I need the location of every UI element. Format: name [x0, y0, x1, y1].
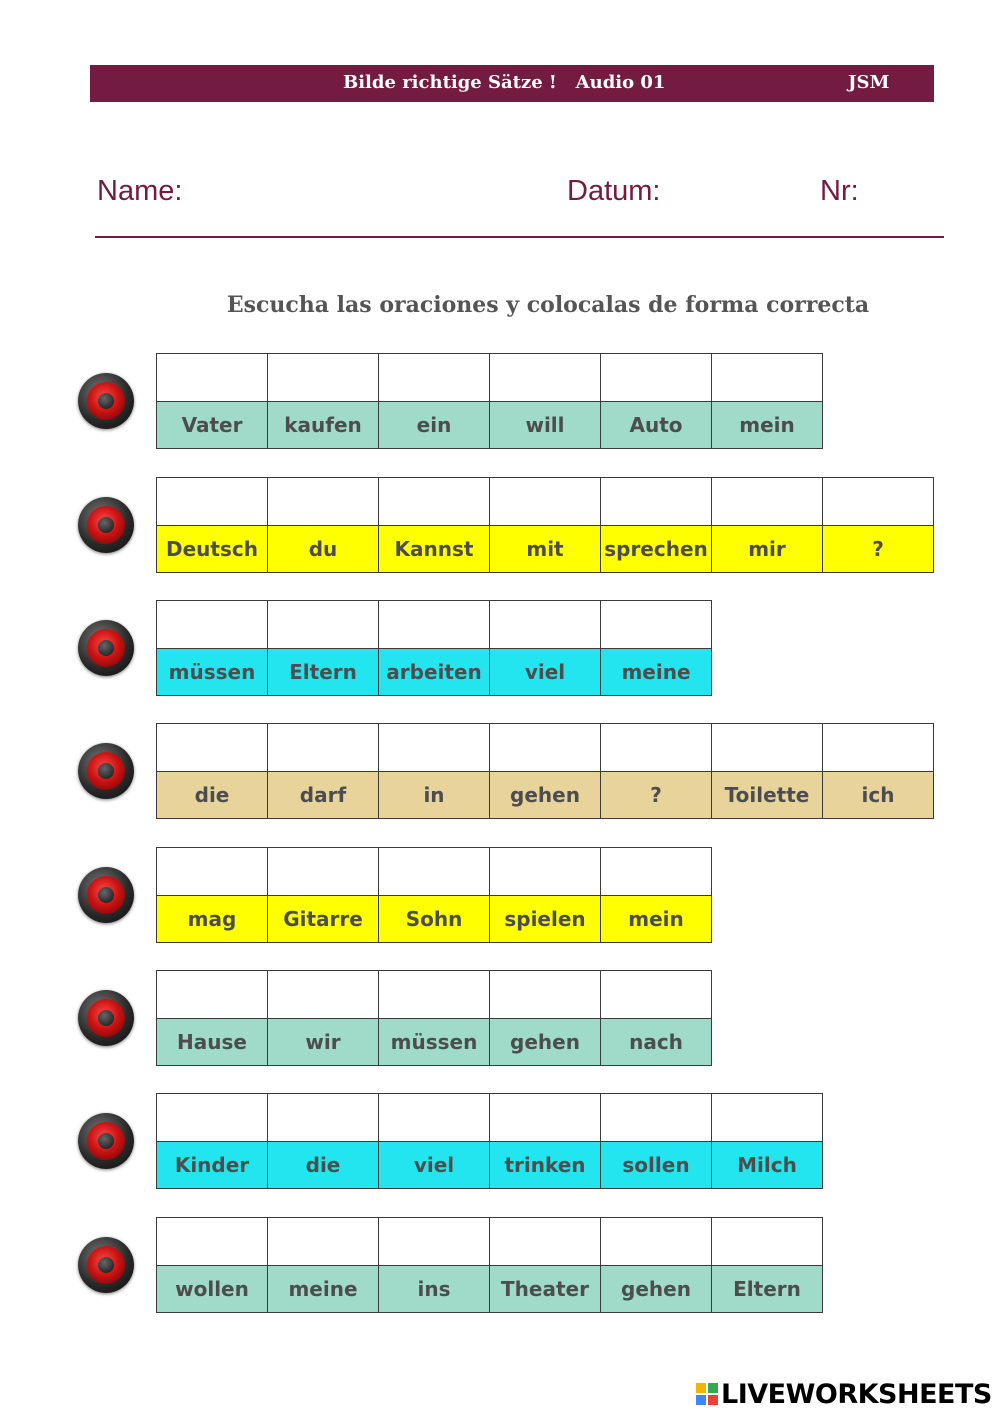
word-tile[interactable]: ich: [823, 772, 934, 819]
word-tile[interactable]: wollen: [157, 1266, 268, 1313]
word-tile[interactable]: nach: [601, 1019, 712, 1066]
word-tile[interactable]: meine: [268, 1266, 379, 1313]
answer-slot[interactable]: [490, 478, 601, 526]
logo-text: LIVEWORKSHEETS: [721, 1378, 992, 1410]
answer-slot[interactable]: [712, 1094, 823, 1142]
audio-speaker-icon[interactable]: [78, 743, 134, 799]
word-tile[interactable]: meine: [601, 649, 712, 696]
sentence-row: [0, 970, 1000, 1068]
answer-slot[interactable]: [712, 724, 823, 772]
answer-slot[interactable]: [601, 724, 712, 772]
word-tile[interactable]: in: [379, 772, 490, 819]
worksheet-title: Bilde richtige Sätze ! Audio 01: [343, 72, 666, 93]
sentence-row: [0, 477, 1000, 575]
answer-slot[interactable]: [490, 1094, 601, 1142]
sentence-row: [0, 353, 1000, 451]
word-tile[interactable]: Toilette: [712, 772, 823, 819]
word-grid: [156, 1217, 823, 1313]
word-tile[interactable]: Eltern: [712, 1266, 823, 1313]
word-tile[interactable]: trinken: [490, 1142, 601, 1189]
word-tile[interactable]: mit: [490, 526, 601, 573]
word-tile[interactable]: viel: [490, 649, 601, 696]
word-tile[interactable]: mir: [712, 526, 823, 573]
answer-slot[interactable]: [379, 1218, 490, 1266]
answer-slot[interactable]: [268, 354, 379, 402]
word-tile[interactable]: sprechen: [601, 526, 712, 573]
answer-slot[interactable]: [268, 848, 379, 896]
answer-slot[interactable]: [268, 724, 379, 772]
answer-slot[interactable]: [157, 1094, 268, 1142]
word-tile[interactable]: sollen: [601, 1142, 712, 1189]
audio-speaker-icon[interactable]: [78, 867, 134, 923]
word-tile[interactable]: mag: [157, 896, 268, 943]
word-tile[interactable]: die: [268, 1142, 379, 1189]
word-tile[interactable]: will: [490, 402, 601, 449]
word-tile[interactable]: wir: [268, 1019, 379, 1066]
answer-slot[interactable]: [268, 1218, 379, 1266]
sentence-row: [0, 1217, 1000, 1315]
number-label: Nr:: [820, 175, 859, 207]
answer-slot[interactable]: [268, 478, 379, 526]
answer-slot[interactable]: [157, 478, 268, 526]
audio-speaker-icon[interactable]: [78, 1113, 134, 1169]
answer-slot[interactable]: [490, 848, 601, 896]
answer-slot[interactable]: [601, 848, 712, 896]
word-tile[interactable]: müssen: [157, 649, 268, 696]
sentence-row: [0, 1093, 1000, 1191]
answer-slot[interactable]: [490, 601, 601, 649]
word-tile[interactable]: Deutsch: [157, 526, 268, 573]
sentence-row: [0, 847, 1000, 945]
word-tile[interactable]: ?: [601, 772, 712, 819]
word-tile[interactable]: Vater: [157, 402, 268, 449]
instructions: Escucha las oraciones y colocalas de forma correcta: [226, 292, 870, 318]
answer-slot[interactable]: [379, 971, 490, 1019]
word-tile[interactable]: viel: [379, 1142, 490, 1189]
answer-slot[interactable]: [157, 971, 268, 1019]
word-tile[interactable]: ein: [379, 402, 490, 449]
answer-slot[interactable]: [490, 354, 601, 402]
audio-speaker-icon[interactable]: [78, 990, 134, 1046]
answer-slot[interactable]: [490, 724, 601, 772]
word-grid: [156, 970, 712, 1066]
word-tile[interactable]: du: [268, 526, 379, 573]
answer-slot[interactable]: [157, 601, 268, 649]
answer-slot[interactable]: [379, 478, 490, 526]
word-tile[interactable]: Theater: [490, 1266, 601, 1313]
answer-slot[interactable]: [157, 354, 268, 402]
word-tile[interactable]: Kannst: [379, 526, 490, 573]
answer-slot[interactable]: [601, 354, 712, 402]
word-tile[interactable]: Auto: [601, 402, 712, 449]
name-label: Name:: [97, 175, 183, 207]
word-grid: [156, 477, 934, 573]
answer-slot[interactable]: [379, 848, 490, 896]
answer-slot[interactable]: [490, 1218, 601, 1266]
answer-slot[interactable]: [268, 1094, 379, 1142]
word-tile[interactable]: Eltern: [268, 649, 379, 696]
word-tile[interactable]: mein: [712, 402, 823, 449]
word-tile[interactable]: arbeiten: [379, 649, 490, 696]
word-tile[interactable]: gehen: [490, 772, 601, 819]
answer-slot[interactable]: [379, 724, 490, 772]
header-divider: [95, 236, 944, 238]
word-tile[interactable]: darf: [268, 772, 379, 819]
answer-slot[interactable]: [379, 1094, 490, 1142]
answer-slot[interactable]: [712, 478, 823, 526]
word-grid: [156, 723, 934, 819]
word-tile[interactable]: kaufen: [268, 402, 379, 449]
answer-slot[interactable]: [157, 724, 268, 772]
answer-slot[interactable]: [157, 1218, 268, 1266]
audio-speaker-icon[interactable]: [78, 1237, 134, 1293]
header-bar: [90, 65, 934, 102]
word-tile[interactable]: ?: [823, 526, 934, 573]
liveworksheets-logo: [696, 1378, 992, 1410]
word-tile[interactable]: mein: [601, 896, 712, 943]
date-label: Datum:: [567, 175, 661, 207]
answer-slot[interactable]: [601, 478, 712, 526]
answer-slot[interactable]: [823, 724, 934, 772]
word-tile[interactable]: Milch: [712, 1142, 823, 1189]
word-tile[interactable]: Kinder: [157, 1142, 268, 1189]
word-tile[interactable]: müssen: [379, 1019, 490, 1066]
word-grid: [156, 353, 823, 449]
word-tile[interactable]: spielen: [490, 896, 601, 943]
sentence-row: [0, 723, 1000, 821]
word-grid: [156, 1093, 823, 1189]
author-initials: JSM: [848, 72, 890, 93]
answer-slot[interactable]: [712, 1218, 823, 1266]
answer-slot[interactable]: [490, 971, 601, 1019]
answer-slot[interactable]: [601, 1218, 712, 1266]
audio-speaker-icon[interactable]: [78, 620, 134, 676]
word-tile[interactable]: Sohn: [379, 896, 490, 943]
word-tile[interactable]: gehen: [601, 1266, 712, 1313]
audio-speaker-icon[interactable]: [78, 497, 134, 553]
audio-speaker-icon[interactable]: [78, 373, 134, 429]
liveworksheets-logo-icon: [696, 1383, 718, 1405]
answer-slot[interactable]: [379, 354, 490, 402]
answer-slot[interactable]: [379, 601, 490, 649]
answer-slot[interactable]: [268, 601, 379, 649]
word-tile[interactable]: Hause: [157, 1019, 268, 1066]
word-grid: [156, 847, 712, 943]
word-grid: [156, 600, 712, 696]
sentence-row: [0, 600, 1000, 698]
word-tile[interactable]: Gitarre: [268, 896, 379, 943]
answer-slot[interactable]: [601, 601, 712, 649]
word-tile[interactable]: die: [157, 772, 268, 819]
answer-slot[interactable]: [601, 971, 712, 1019]
word-tile[interactable]: gehen: [490, 1019, 601, 1066]
answer-slot[interactable]: [157, 848, 268, 896]
answer-slot[interactable]: [823, 478, 934, 526]
answer-slot[interactable]: [601, 1094, 712, 1142]
word-tile[interactable]: ins: [379, 1266, 490, 1313]
answer-slot[interactable]: [712, 354, 823, 402]
answer-slot[interactable]: [268, 971, 379, 1019]
